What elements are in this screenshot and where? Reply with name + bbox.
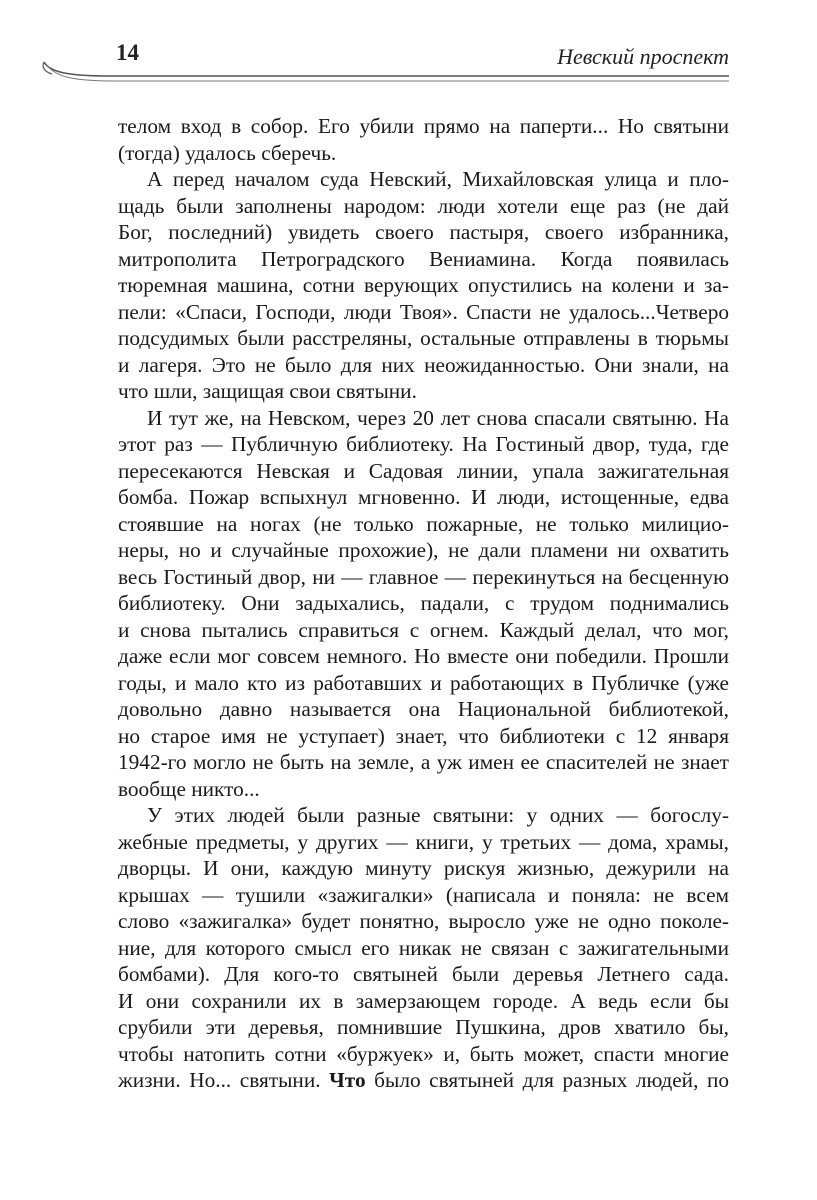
text-line: библиотеку. Они задыхались, падали, с трудом поднимались [118, 591, 729, 615]
page-number: 14 [116, 40, 139, 65]
text-line: И они сохранили их в замерзающем городе. А ведь если бы [118, 988, 729, 1013]
text-line: Бог, последний) увидеть своего пастыря, своего избранника, [118, 220, 729, 244]
text-line: И тут же, на Невском, через 20 лет снова спасали святыню. На [147, 405, 729, 430]
text-line: жебные предметы, у других — книги, у третьих — дома, храмы, [118, 829, 729, 854]
text-run: жизни. Но... святыни. [118, 1068, 330, 1092]
running-title: Невский проспект [557, 44, 729, 69]
text-line: телом вход в собор. Его убили прямо на паперти... Но святыни [118, 114, 729, 138]
text-line: подсудимых были расстреляны, остальные отправлены в тюрьмы [118, 326, 729, 350]
text-line: крышах — тушили «зажигалки» (написала и поняла: не всем [118, 882, 729, 907]
text-line: пели: «Спаси, Господи, люди Твоя». Спасти не удалось...Четверо [118, 299, 729, 324]
running-header [0, 0, 817, 110]
text-line: митрополита Петроградского Вениамина. Когда появилась [118, 246, 729, 271]
text-line: срубили эти деревья, помнившие Пушкина, дров хватило бы, [118, 1015, 729, 1039]
text-line: пересекаются Невская и Садовая линии, упала зажигательная [118, 458, 729, 483]
text-line: стоявшие на ногах (не только пожарные, не только милицио- [118, 511, 729, 536]
text-line: бомба. Пожар вспыхнул мгновенно. И люди, истощенные, едва [118, 485, 729, 509]
text-line: А перед началом суда Невский, Михайловская улица и пло- [147, 167, 729, 191]
text-line: этот раз — Публичную библиотеку. На Гостиный двор, туда, где [118, 432, 729, 456]
text-line: но старое имя не уступает) знает, что библиотеки с 12 января [118, 723, 729, 748]
text-line: неры, но и случайные прохожие), не дали пламени ни охватить [118, 538, 729, 562]
text-line: весь Гостиный двор, ни — главное — перекинуться на бесценную [118, 564, 729, 589]
text-line: даже если мог совсем немного. Но вместе они победили. Прошли [118, 644, 729, 668]
bold-emphasis: Что [329, 1068, 366, 1092]
text-line: и лагеря. Это не было для них неожиданностью. Они знали, на [118, 352, 729, 377]
text-line: ние, для которого смысл его никак не связан с зажигательными [118, 935, 729, 960]
body-text [118, 113, 729, 1094]
text-line: (тогда) удалось сберечь. [118, 140, 337, 165]
text-line: тюремная машина, сотни верующих опустились на колени и за- [118, 273, 729, 297]
text-line-final [118, 1067, 729, 1094]
text-line: и снова пытались справиться с огнем. Каждый делал, что мог, [118, 617, 729, 642]
text-line: 1942-го могло не быть на земле, а уж имен ее спасителей не знает [118, 750, 729, 774]
text-line: слово «зажигалка» будет понятно, выросло уже не одно поколе- [118, 909, 729, 933]
text-line: бомбами). Для кого-то святыней были деревья Летнего сада. [118, 962, 729, 986]
text-line: годы, и мало кто из работавших и работающих в Публичке (уже [118, 670, 729, 695]
text-run: было святыней для разных людей, по [365, 1068, 730, 1092]
text-line: дворцы. И они, каждую минуту рискуя жизнью, дежурили на [118, 856, 729, 880]
text-line: щадь были заполнены народом: люди хотели еще раз (не дай [118, 193, 729, 218]
text-line: что шли, защищая свои святыни. [118, 379, 417, 403]
text-line: довольно давно называется она Национальной библиотекой, [118, 697, 729, 721]
text-line: У этих людей были разные святыни: у одних — богослу- [147, 803, 729, 827]
text-line: вообще никто... [118, 776, 260, 801]
text-line: чтобы натопить сотни «буржуек» и, быть может, спасти многие [118, 1041, 729, 1066]
